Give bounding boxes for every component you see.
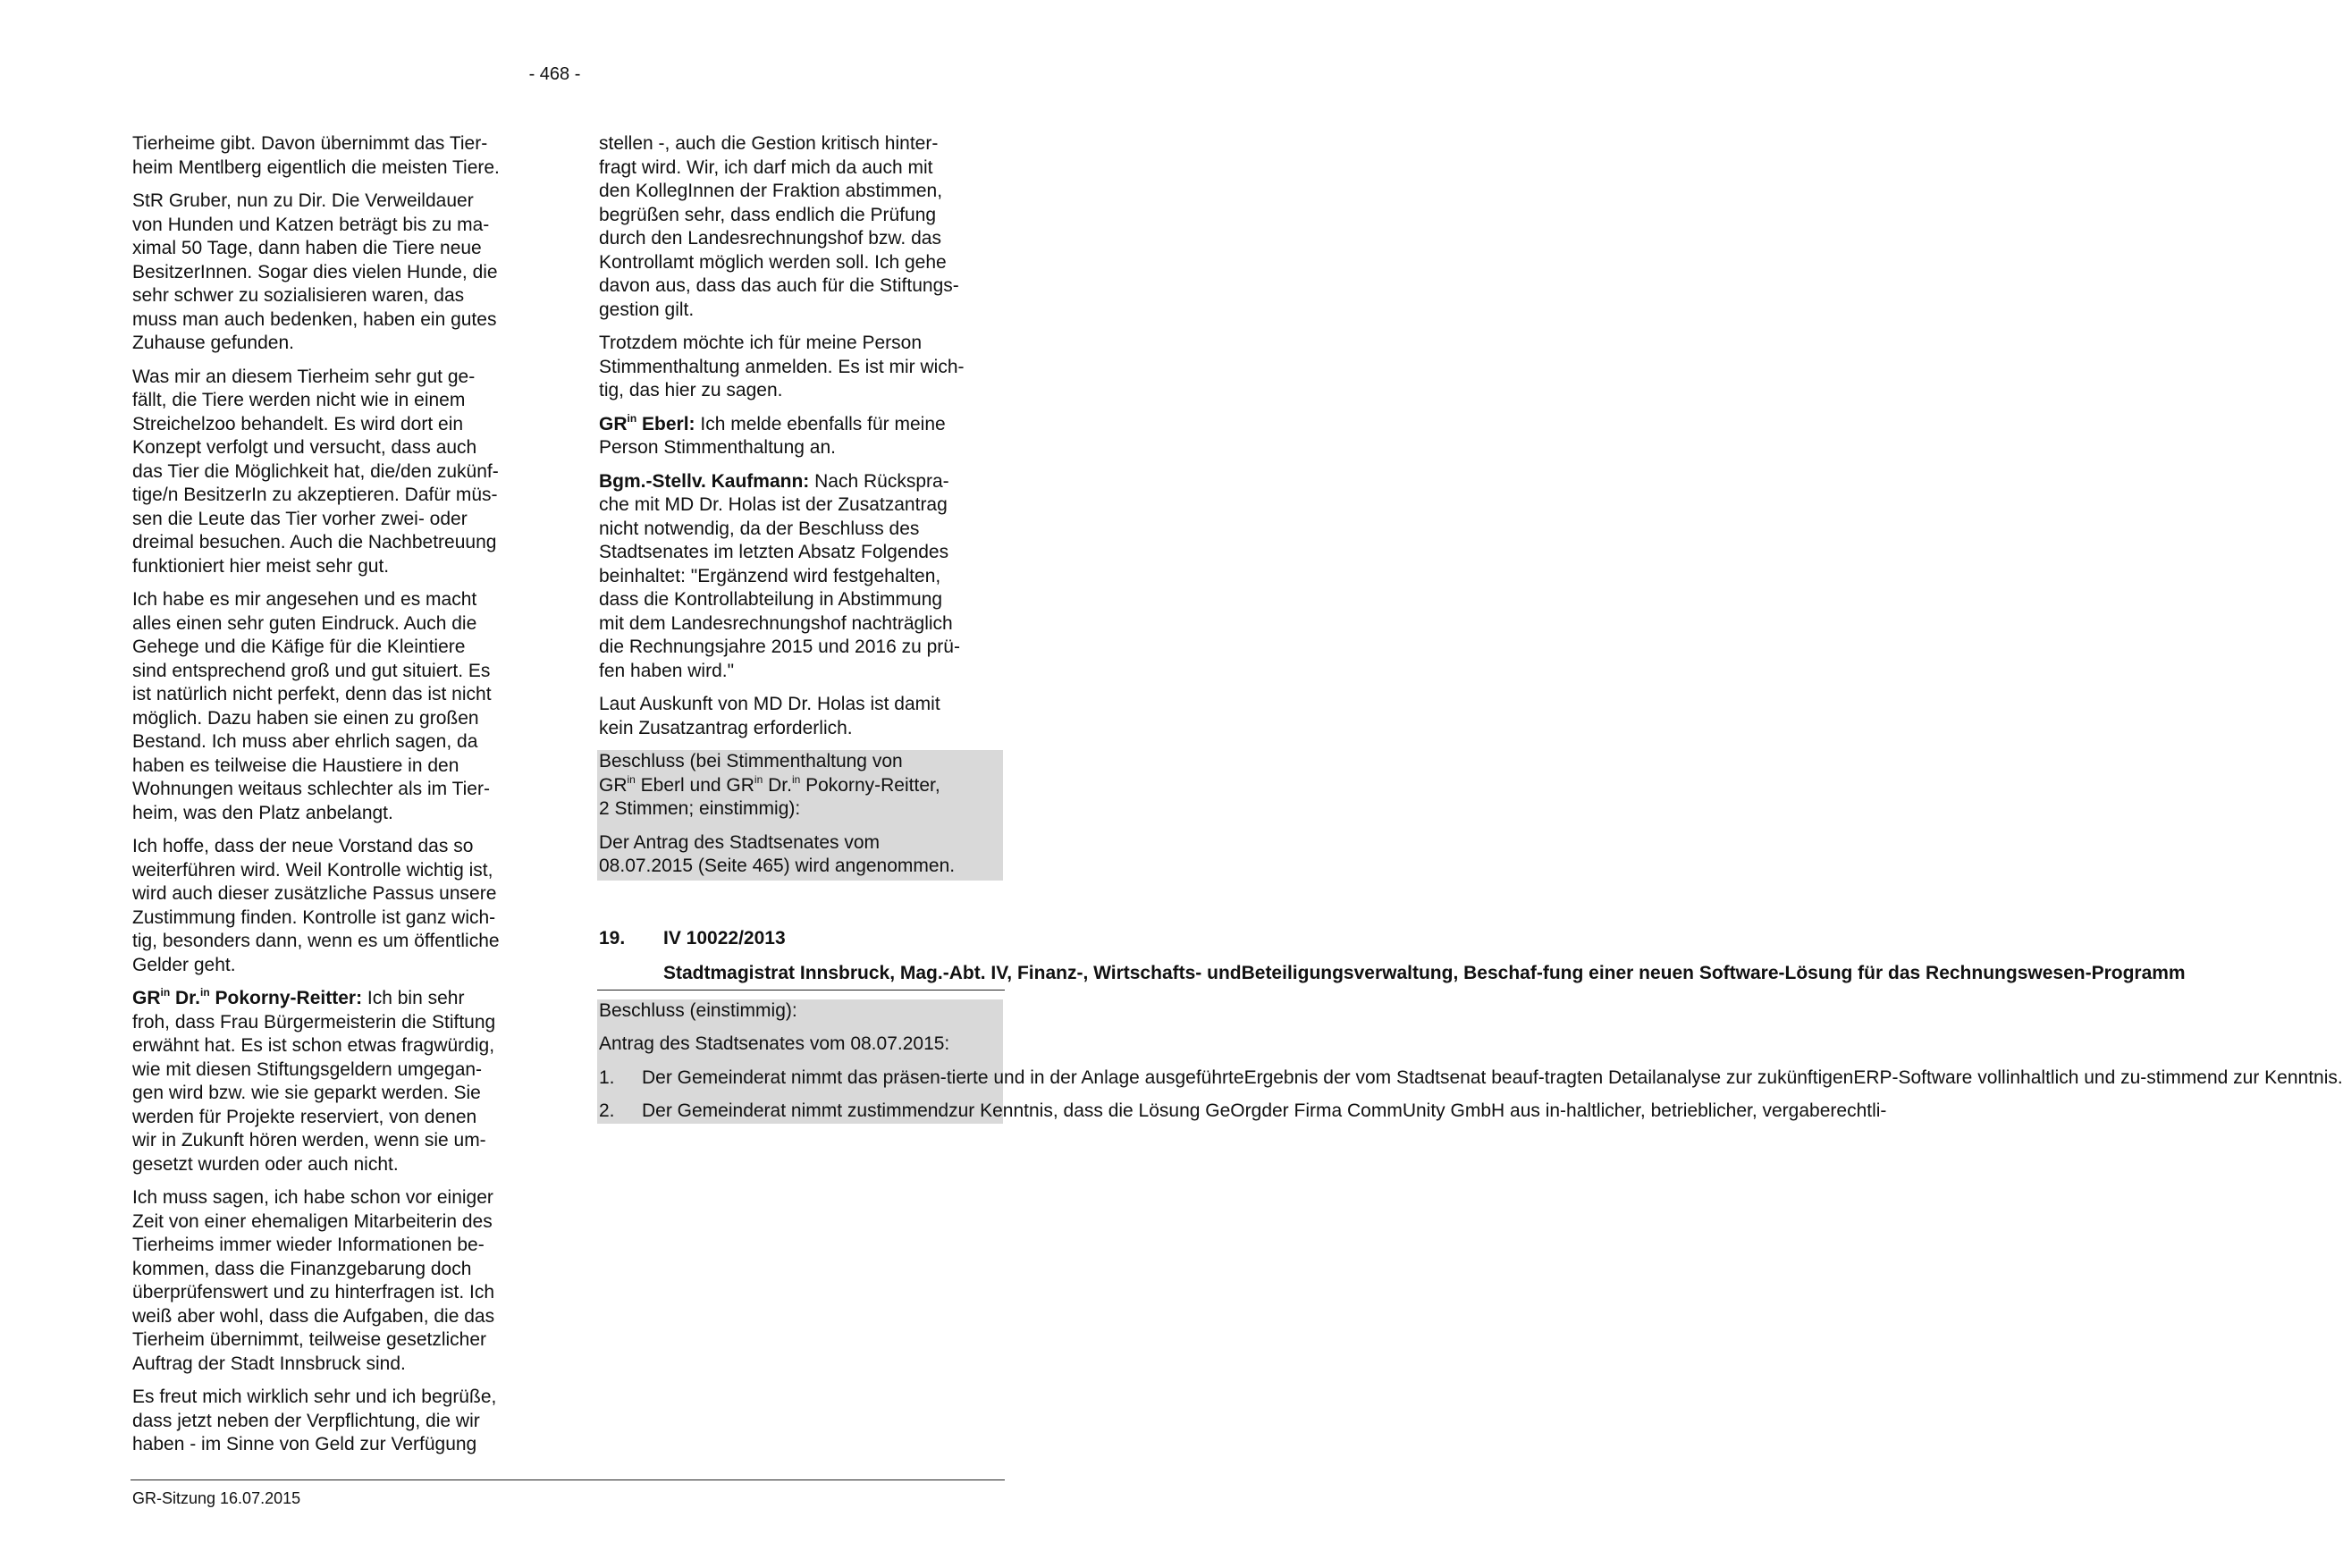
left-column bbox=[132, 132, 536, 1467]
text-line: fung einer neuen Software- bbox=[1542, 963, 1785, 983]
text-line: dreimal besuchen. Auch die Nachbetreuung bbox=[132, 532, 497, 552]
text-line: heim, was den Platz anbelangt. bbox=[132, 802, 393, 823]
text-line: werden für Projekte reserviert, von denen bbox=[132, 1106, 477, 1127]
resolution-box-2 bbox=[597, 999, 2343, 1124]
text-line: haltlicher, betrieblicher, vergaberechtli- bbox=[1566, 1100, 1887, 1121]
text-line: davon aus, dass das auch für die Stiftungs- bbox=[599, 275, 959, 296]
resolution-box bbox=[597, 750, 1003, 881]
paragraph bbox=[599, 693, 1003, 740]
text-line: sehr schwer zu sozialisieren waren, das bbox=[132, 285, 465, 306]
speaker-line: $GR^{in}$ Dr.$^{in}$ Pokorny-Reitter: Ich bin sehr bbox=[132, 986, 465, 1008]
text-line: funktioniert hier meist sehr gut. bbox=[132, 555, 390, 577]
text-line: ximal 50 Tage, dann haben die Tiere neue bbox=[132, 238, 482, 258]
list-number: 1. bbox=[599, 1066, 615, 1088]
resolution-intro: Antrag des Stadtsenates vom 08.07.2015: bbox=[599, 1033, 950, 1054]
speaker-name: $GR^{in}$ Eberl: bbox=[599, 411, 695, 434]
text-line: 08.07.2015 (Seite 465) wird angenommen. bbox=[599, 856, 956, 876]
text-line: den KollegInnen der Fraktion abstimmen, bbox=[599, 181, 943, 201]
text-line: gestion gilt. bbox=[599, 299, 695, 320]
speaker-line: Bgm.-Stellv. Kaufmann: Nach Rückspra- bbox=[599, 470, 949, 492]
text-line: Gehege und die Käfige für die Kleintiere bbox=[132, 636, 466, 657]
text-line: tig, das hier zu sagen. bbox=[599, 380, 783, 400]
text-line: haben - im Sinne von Geld zur Verfügung bbox=[132, 1434, 477, 1454]
text-line: Zuhause gefunden. bbox=[132, 333, 294, 353]
text-line: ist natürlich nicht perfekt, denn das ist nicht bbox=[132, 684, 492, 704]
speaker-paragraph bbox=[599, 413, 1003, 460]
text-line: durch den Landesrechnungshof bzw. das bbox=[599, 228, 941, 249]
paragraph bbox=[599, 332, 1003, 403]
text-line: Programm bbox=[2091, 963, 2186, 983]
text-line: Gelder geht. bbox=[132, 954, 236, 975]
paragraph bbox=[132, 1386, 536, 1457]
text-line: dass die Kontrollabteilung in Abstimmung bbox=[599, 589, 943, 610]
resolution-heading: Beschluss (bei Stimmenthaltung von $GR^{in}$ Eberl und $GR^{in}$ Dr.$^{in}$ Pokorny-Reitter, 2 Stimmen; einstimmig): bbox=[599, 751, 940, 819]
text-line: nicht notwendig, da der Beschluss des bbox=[599, 518, 920, 539]
text-line: gen wird bzw. wie sie geparkt werden. Sie bbox=[132, 1083, 481, 1103]
text-line: heim Mentlberg eigentlich die meisten Tiere. bbox=[132, 156, 500, 178]
list-text bbox=[642, 1100, 1886, 1124]
text-line: Ich muss sagen, ich habe schon vor einiger bbox=[132, 1187, 493, 1208]
text-line: von Hunden und Katzen beträgt bis zu ma- bbox=[132, 214, 490, 235]
text-line: Auftrag der Stadt Innsbruck sind. bbox=[132, 1353, 406, 1374]
text-line: Lösung für das Rechnungswesen- bbox=[1784, 963, 2092, 983]
text-line: haben es teilweise die Haustiere in den bbox=[132, 754, 459, 776]
speaker-name: Bgm.-Stellv. Kaufmann: bbox=[599, 470, 810, 492]
text-line: Zeit von einer ehemaligen Mitarbeiterin des bbox=[132, 1210, 493, 1232]
text-line: tierte und in der Anlage ausgeführte bbox=[946, 1066, 1244, 1088]
text-line: weiterführen wird. Weil Kontrolle wichtig ist, bbox=[132, 859, 493, 881]
text-line: begrüßen sehr, dass endlich die Prüfung bbox=[599, 204, 937, 225]
text-line: froh, dass Frau Bürgermeisterin die Stiftung bbox=[132, 1011, 496, 1033]
text-line: weiß aber wohl, dass die Aufgaben, die das bbox=[132, 1305, 495, 1327]
agenda-number: 19. bbox=[599, 927, 626, 948]
text-line: beinhaltet: "Ergänzend wird festgehalten, bbox=[599, 565, 941, 586]
list-item bbox=[599, 1100, 1887, 1124]
text-line: Person Stimmenthaltung an. bbox=[599, 437, 836, 458]
list-number: 2. bbox=[599, 1100, 615, 1121]
paragraph bbox=[132, 588, 536, 825]
text-line: zur Kenntnis, dass die Lösung GeOrg bbox=[948, 1100, 1262, 1121]
agenda-divider bbox=[597, 990, 1005, 991]
text-line: Der Antrag des Stadtsenates vom bbox=[599, 831, 881, 853]
text-line: kein Zusatzantrag erforderlich. bbox=[599, 717, 853, 738]
text-line: Der Gemeinderat nimmt zustimmend bbox=[642, 1100, 949, 1121]
list-text bbox=[642, 1066, 2343, 1091]
paragraph bbox=[599, 132, 1003, 322]
text-line: Ich hoffe, dass der neue Vorstand das so bbox=[132, 836, 474, 856]
text-line: Streichelzoo behandelt. Es wird dort ein bbox=[132, 413, 464, 434]
text-line: tragten Detailanalyse zur zukünftigen bbox=[1544, 1066, 1854, 1088]
speaker-paragraph bbox=[132, 987, 536, 1176]
text-line: fällt, die Tiere werden nicht wie in einem bbox=[132, 390, 466, 410]
resolution-heading: Beschluss (einstimmig): bbox=[599, 999, 797, 1021]
text-line: Tierheims immer wieder Informationen be- bbox=[132, 1235, 485, 1255]
text-line: StR Gruber, nun zu Dir. Die Verweildauer bbox=[132, 190, 474, 211]
text-line: der Firma CommUnity GmbH aus in- bbox=[1261, 1100, 1567, 1121]
text-line: Wohnungen weitaus schlechter als im Tier- bbox=[132, 779, 490, 799]
speaker-paragraph bbox=[599, 470, 1003, 684]
agenda-heading bbox=[599, 927, 1003, 951]
text-line: Stadtmagistrat Innsbruck, Mag.- bbox=[663, 963, 949, 983]
text-line: kommen, dass die Finanzgebarung doch bbox=[132, 1258, 472, 1279]
text-line: sind entsprechend groß und gut situiert. Es bbox=[132, 660, 491, 681]
text-line: die Rechnungsjahre 2015 und 2016 zu prü- bbox=[599, 636, 960, 657]
text-line: stimmend zur Kenntnis. bbox=[2146, 1066, 2343, 1088]
paragraph bbox=[132, 1186, 536, 1376]
text-line: fragt wird. Wir, ich darf mich da auch mit bbox=[599, 156, 933, 178]
text-line: dass jetzt neben der Verpflichtung, die wir bbox=[132, 1410, 480, 1431]
text-line: tig, besonders dann, wenn es um öffentliche bbox=[132, 931, 500, 951]
text-line: wird auch dieser zusätzliche Passus unsere bbox=[132, 883, 497, 904]
agenda-reference: IV 10022/2013 bbox=[663, 927, 786, 948]
footer-text: GR-Sitzung 16.07.2015 bbox=[132, 1489, 301, 1507]
text-line: sen die Leute das Tier vorher zwei- oder bbox=[132, 508, 468, 529]
agenda-title bbox=[599, 962, 2186, 990]
text-line: BesitzerInnen. Sogar dies vielen Hunde, die bbox=[132, 261, 498, 282]
text-line: Abt. IV, Finanz-, Wirtschafts- und bbox=[948, 963, 1242, 983]
list-item bbox=[599, 1066, 2343, 1091]
text-line: überprüfenswert und zu hinterfragen ist. Ich bbox=[132, 1282, 495, 1302]
text-line: Ich habe es mir angesehen und es macht bbox=[132, 589, 477, 610]
text-line: Zustimmung finden. Kontrolle ist ganz wich- bbox=[132, 906, 496, 928]
text-line: mit dem Landesrechnungshof nachträglich bbox=[599, 612, 953, 634]
text-line: Laut Auskunft von MD Dr. Holas ist damit bbox=[599, 694, 940, 714]
text-line: wir in Zukunft hören werden, wenn sie um- bbox=[132, 1130, 486, 1151]
text-line: Bestand. Ich muss aber ehrlich sagen, da bbox=[132, 731, 478, 752]
text-line: Beteiligungsverwaltung, Beschaf- bbox=[1241, 963, 1543, 983]
text-line: Tierheim übernimmt, teilweise gesetzlicher bbox=[132, 1329, 487, 1350]
text-line: Was mir an diesem Tierheim sehr gut ge- bbox=[132, 366, 476, 387]
text-line: wie mit diesen Stiftungsgeldern umgegan- bbox=[132, 1058, 483, 1080]
text-line: Tierheime gibt. Davon übernimmt das Tier- bbox=[132, 133, 488, 154]
text-line: möglich. Dazu haben sie einen zu großen bbox=[132, 707, 479, 729]
text-line: alles einen sehr guten Eindruck. Auch die bbox=[132, 612, 477, 634]
text-line: Stadtsenates im letzten Absatz Folgendes bbox=[599, 542, 949, 562]
text-line: Stimmenthaltung anmelden. Es ist mir wich- bbox=[599, 356, 965, 377]
text-line: ERP-Software vollinhaltlich und zu- bbox=[1853, 1066, 2147, 1088]
text-line: Konzept verfolgt und versucht, dass auch bbox=[132, 437, 477, 458]
text-line: Trotzdem möchte ich für meine Person bbox=[599, 333, 923, 353]
page-number: - 468 - bbox=[528, 64, 581, 84]
paragraph bbox=[132, 190, 536, 356]
text-line: das Tier die Möglichkeit hat, die/den zukünf- bbox=[132, 460, 499, 482]
paragraph bbox=[132, 835, 536, 977]
right-column bbox=[599, 132, 2343, 1125]
footer-divider bbox=[131, 1479, 1005, 1480]
agenda-item bbox=[599, 927, 2186, 991]
text-line: Kontrollamt möglich werden soll. Ich gehe bbox=[599, 251, 947, 273]
text-line: muss man auch bedenken, haben ein gutes bbox=[132, 308, 497, 330]
text-line: Der Gemeinderat nimmt das präsen- bbox=[642, 1066, 947, 1088]
text-line: Es freut mich wirklich sehr und ich begrüße, bbox=[132, 1387, 497, 1407]
text-line: gesetzt wurden oder auch nicht. bbox=[132, 1153, 399, 1175]
text-line: erwähnt hat. Es ist schon etwas fragwürdig, bbox=[132, 1035, 495, 1056]
text-line: stellen -, auch die Gestion kritisch hinter- bbox=[599, 133, 939, 154]
resolution-text bbox=[599, 831, 1001, 881]
text-line: tige/n BesitzerIn zu akzeptieren. Dafür müs- bbox=[132, 485, 498, 505]
text-line: fen haben wird." bbox=[599, 660, 735, 681]
text-line: Ergebnis der vom Stadtsenat beauf- bbox=[1243, 1066, 1545, 1088]
paragraph bbox=[132, 132, 536, 180]
speaker-line: $GR^{in}$ Eberl: Ich melde ebenfalls für meine bbox=[599, 411, 946, 434]
paragraph bbox=[132, 366, 536, 579]
text-line: che mit MD Dr. Holas ist der Zusatzantrag bbox=[599, 494, 948, 515]
speaker-name: $GR^{in}$ Dr.$^{in}$ Pokorny-Reitter: bbox=[132, 986, 363, 1008]
